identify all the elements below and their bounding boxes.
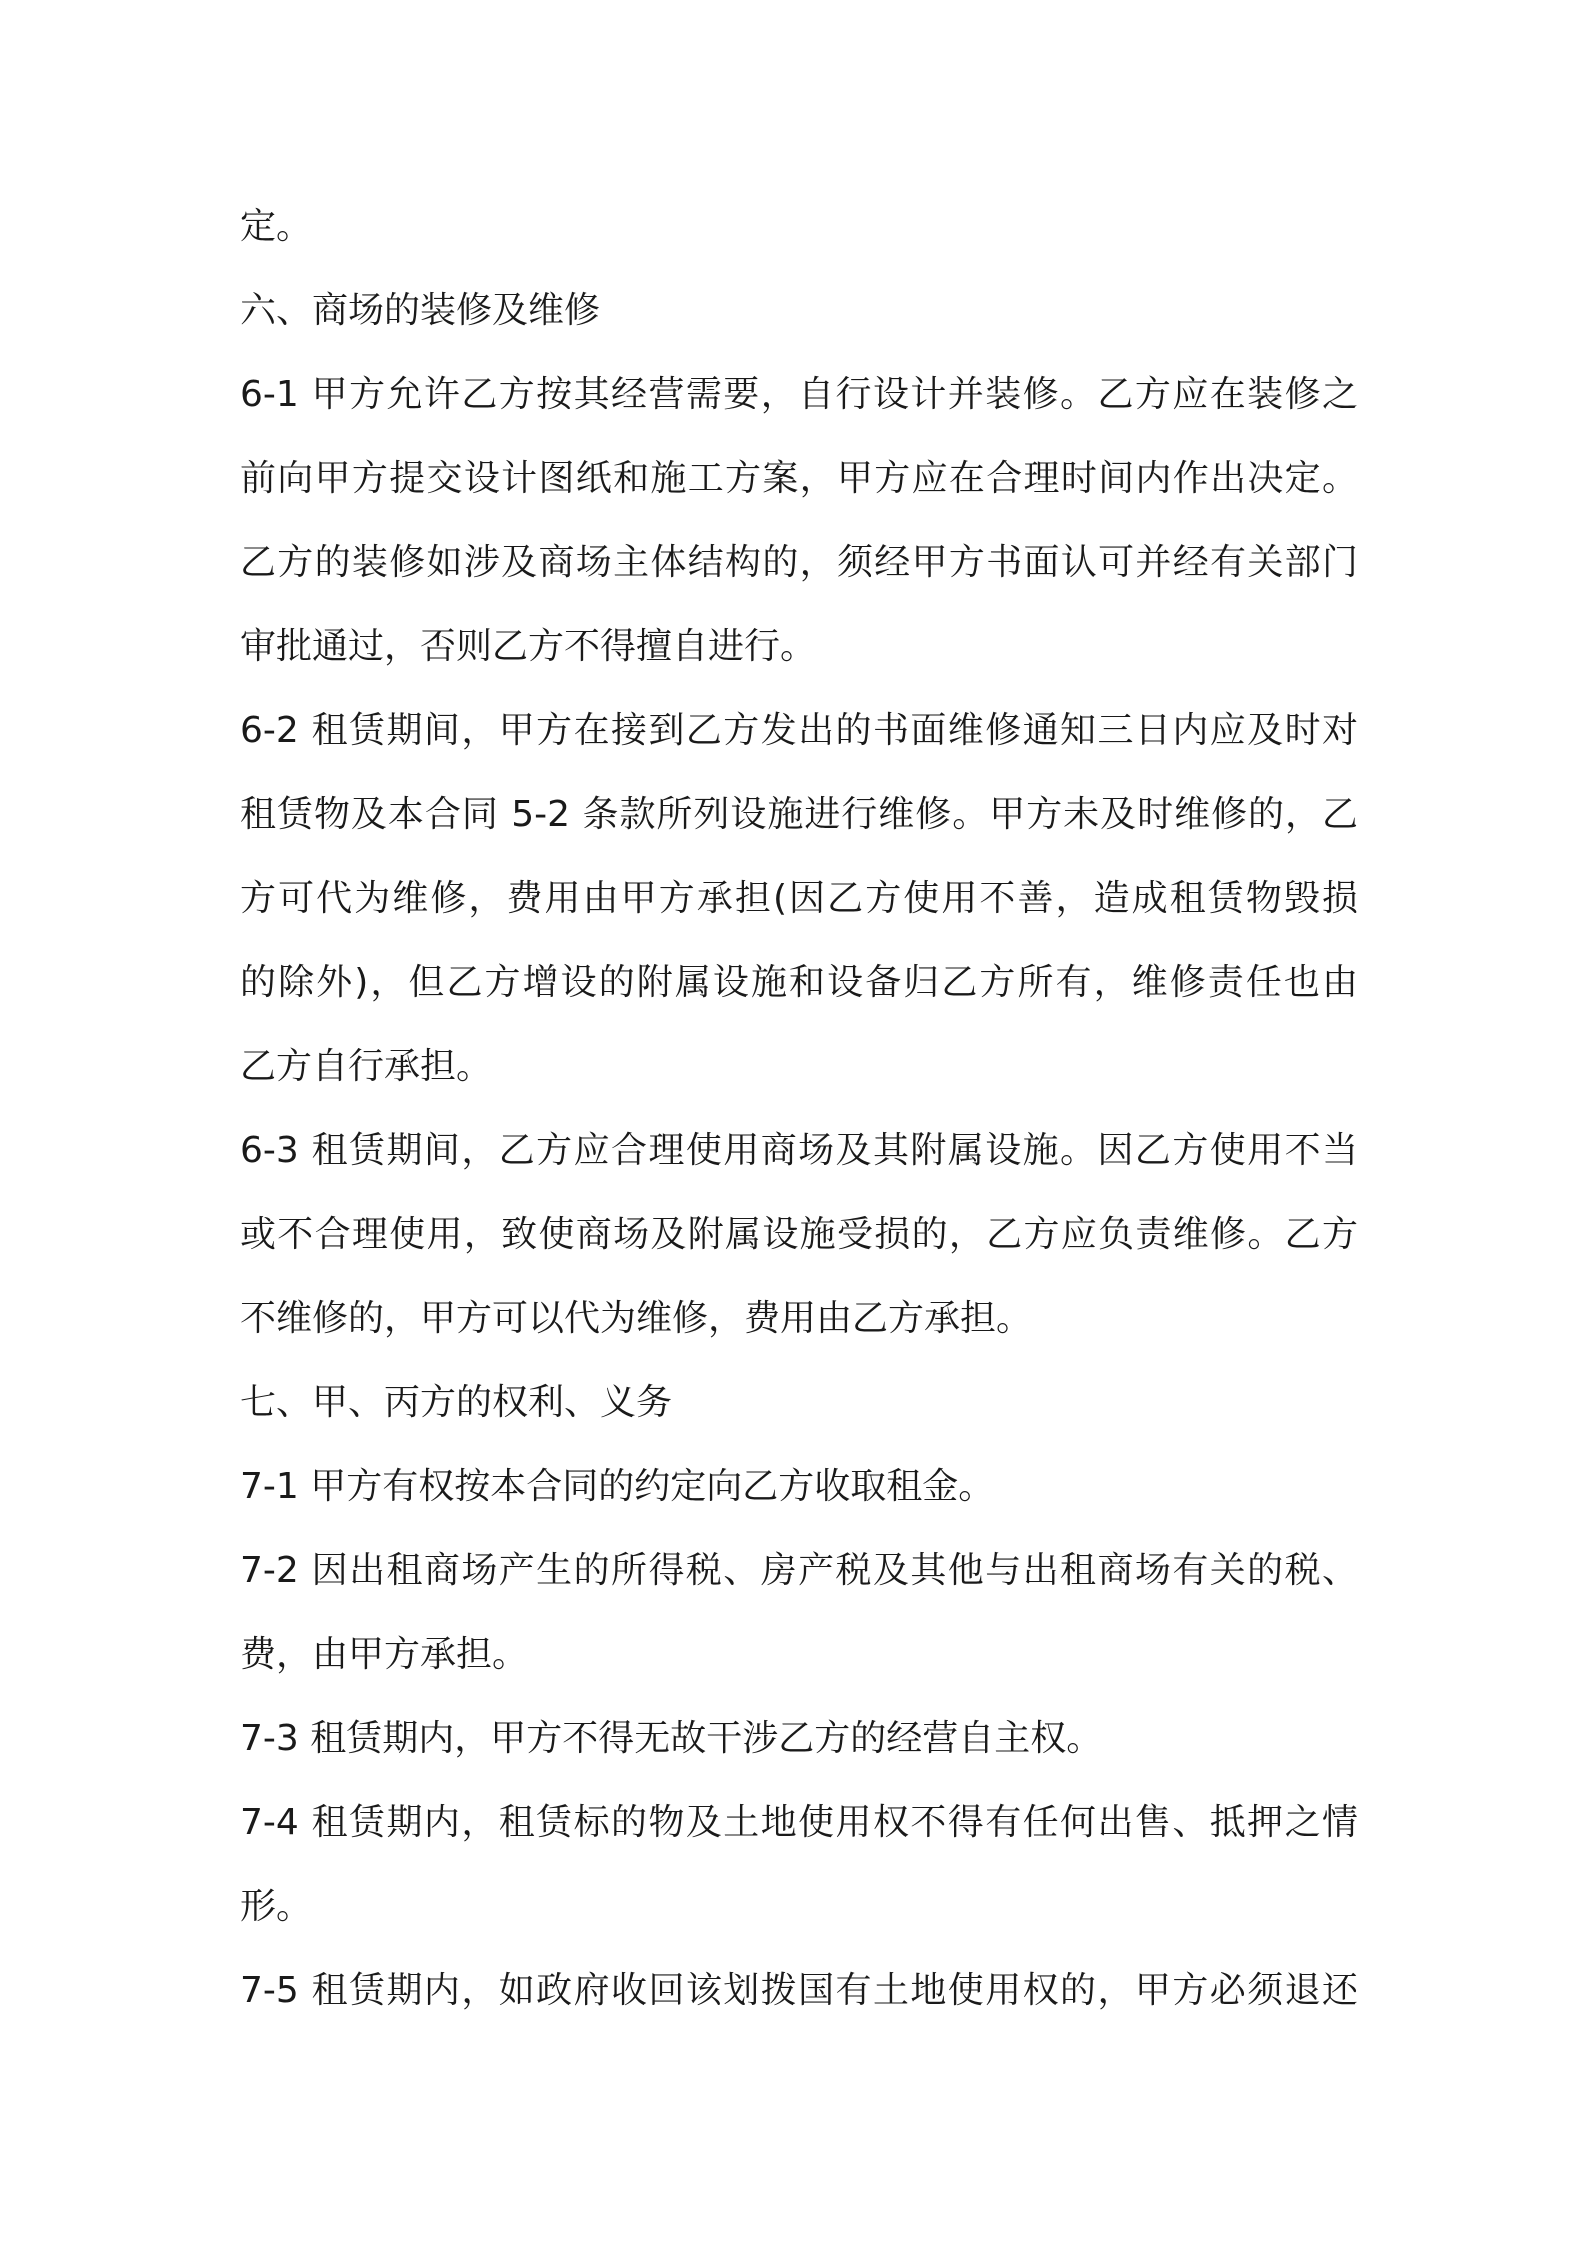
text-line: 的除外)，但乙方增设的附属设施和设备归乙方所有，维修责任也由 bbox=[240, 962, 1358, 1003]
document-page bbox=[240, 185, 1358, 2033]
text-line: 7-5 租赁期内，如政府收回该划拨国有土地使用权的，甲方必须退还 bbox=[240, 1970, 1358, 2011]
section-heading: 七、甲、丙方的权利、义务 bbox=[240, 1382, 673, 1423]
text-line: 形。 bbox=[240, 1886, 313, 1927]
text-line: 乙方的装修如涉及商场主体结构的，须经甲方书面认可并经有关部门 bbox=[240, 542, 1358, 583]
text-line: 6-2 租赁期间，甲方在接到乙方发出的书面维修通知三日内应及时对 bbox=[240, 710, 1358, 751]
text-line: 7-1 甲方有权按本合同的约定向乙方收取租金。 bbox=[240, 1466, 995, 1507]
text-line: 7-2 因出租商场产生的所得税、房产税及其他与出租商场有关的税、 bbox=[240, 1550, 1358, 1591]
text-line: 方可代为维修，费用由甲方承担(因乙方使用不善，造成租赁物毁损 bbox=[240, 878, 1358, 919]
text-line: 不维修的，甲方可以代为维修，费用由乙方承担。 bbox=[240, 1298, 1033, 1339]
text-line: 费，由甲方承担。 bbox=[240, 1634, 529, 1675]
text-line: 审批通过，否则乙方不得擅自进行。 bbox=[240, 626, 817, 667]
text-line: 6-1 甲方允许乙方按其经营需要，自行设计并装修。乙方应在装修之 bbox=[240, 374, 1358, 415]
section-heading: 六、商场的装修及维修 bbox=[240, 290, 601, 331]
text-line: 6-3 租赁期间，乙方应合理使用商场及其附属设施。因乙方使用不当 bbox=[240, 1130, 1358, 1171]
text-line: 租赁物及本合同 5-2 条款所列设施进行维修。甲方未及时维修的，乙 bbox=[240, 794, 1358, 835]
text-line: 或不合理使用，致使商场及附属设施受损的，乙方应负责维修。乙方 bbox=[240, 1214, 1358, 1255]
text-line: 定。 bbox=[240, 206, 313, 247]
text-line: 7-3 租赁期内，甲方不得无故干涉乙方的经营自主权。 bbox=[240, 1718, 1103, 1759]
text-line: 前向甲方提交设计图纸和施工方案，甲方应在合理时间内作出决定。 bbox=[240, 458, 1358, 499]
text-line: 7-4 租赁期内，租赁标的物及土地使用权不得有任何出售、抵押之情 bbox=[240, 1802, 1358, 1843]
text-line: 乙方自行承担。 bbox=[240, 1046, 493, 1087]
